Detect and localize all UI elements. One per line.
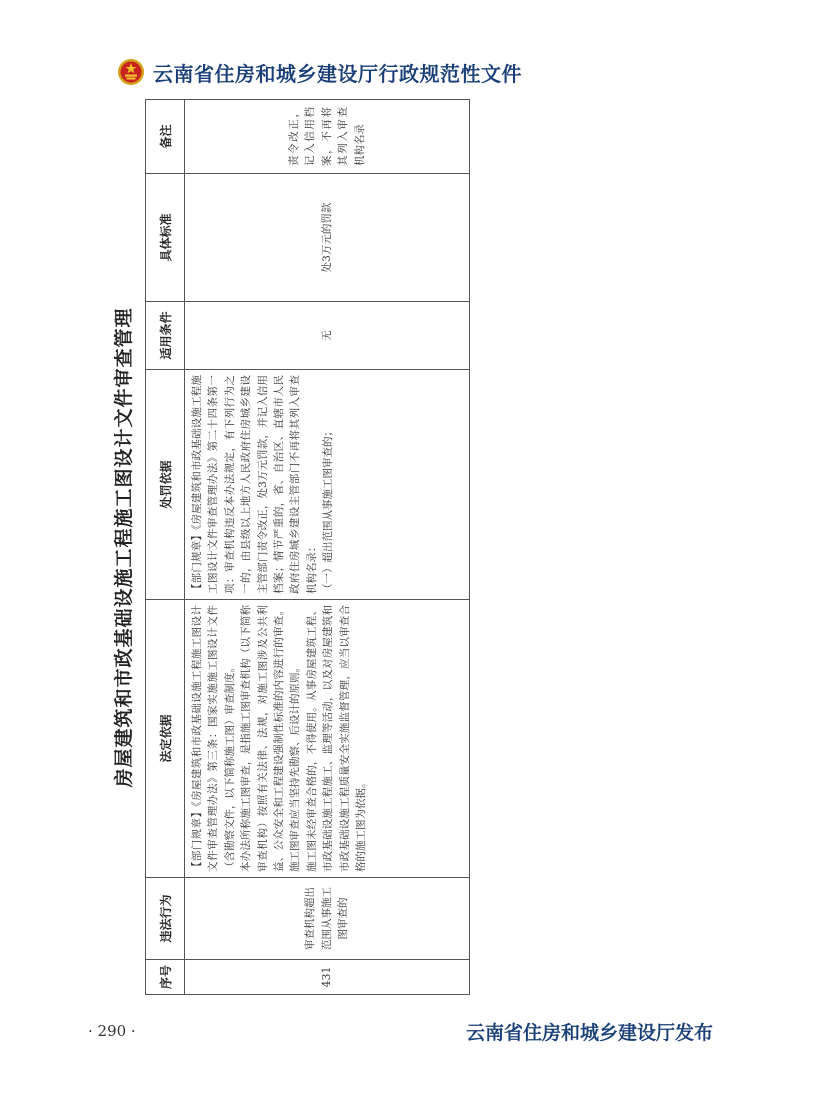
column-header-legal-basis: 法定依据 <box>146 600 185 878</box>
table-row <box>185 100 470 995</box>
header-title: 云南省住房和城乡建设厅行政规范性文件 <box>153 61 522 86</box>
document-title: 房屋建筑和市政基础设施工程施工图设计文件审查管理 <box>113 307 135 788</box>
legal-basis-paragraph: 施工图未经审查合格的，不得使用。从事房屋建筑工程、市政基础设施工程施工、监理等活动，以及对房屋建筑和市政基础设施工程质量安全实施监督管理，应当以审查合格的施工图为依据。 <box>305 605 368 872</box>
national-emblem-icon <box>117 58 145 86</box>
column-header-violation: 违法行为 <box>146 878 185 960</box>
legal-basis-paragraph: 本办法所称施工图审查，是指施工图审查机构（以下简称审查机构）按照有关法律、法规，对施工图涉及公共利益、公众安全和工程建设强制性标准的内容进行的审查。施工图审查应当坚持先勘察、后设计的原则。 <box>240 605 302 872</box>
cell-note: 责令改正，记入信用档案，不再将其列入审查机构名录 <box>185 100 470 174</box>
column-header-seq: 序号 <box>146 960 185 995</box>
cell-condition: 无 <box>185 302 470 370</box>
cell-penalty-basis <box>185 370 470 600</box>
penalty-basis-paragraph: （一）超出范围从事施工图审查的； <box>322 426 335 594</box>
page-number: · 290 · <box>88 1022 136 1040</box>
footer-publisher: 云南省住房和城乡建设厅发布 <box>466 1022 714 1044</box>
table-header-row <box>146 100 185 995</box>
legal-basis-paragraph: 【部门规章】《房屋建筑和市政基础设施工程施工图设计文件审查管理办法》第三条：国家实施施工图设计文件（含勘察文件，以下简称施工图）审查制度。 <box>191 605 236 872</box>
rotated-page-content <box>107 100 473 995</box>
document-header <box>117 52 522 92</box>
penalty-basis-paragraph: 【部门规章】《房屋建筑和市政基础设施工程施工图设计文件审查管理办法》第二十四条第一项：审查机构违反本办法规定，有下列行为之一的，由县级以上地方人民政府住房城乡建设主管部门责令改正，处3万元罚款，并记入信用档案；情节严重的，省、自治区、直辖市人民政府住房城乡建设主管部门不再将其列入审查机构名录： <box>191 375 318 594</box>
cell-standard: 处3万元的罚款 <box>185 174 470 302</box>
cell-legal-basis <box>185 600 470 878</box>
column-header-standard: 具体标准 <box>146 174 185 302</box>
column-header-note: 备注 <box>146 100 185 174</box>
penalty-table <box>145 99 470 995</box>
cell-seq: 431 <box>185 960 470 995</box>
column-header-condition: 适用条件 <box>146 302 185 370</box>
column-header-penalty-basis: 处罚依据 <box>146 370 185 600</box>
cell-violation: 审查机构超出范围从事施工图审查的 <box>185 878 470 960</box>
